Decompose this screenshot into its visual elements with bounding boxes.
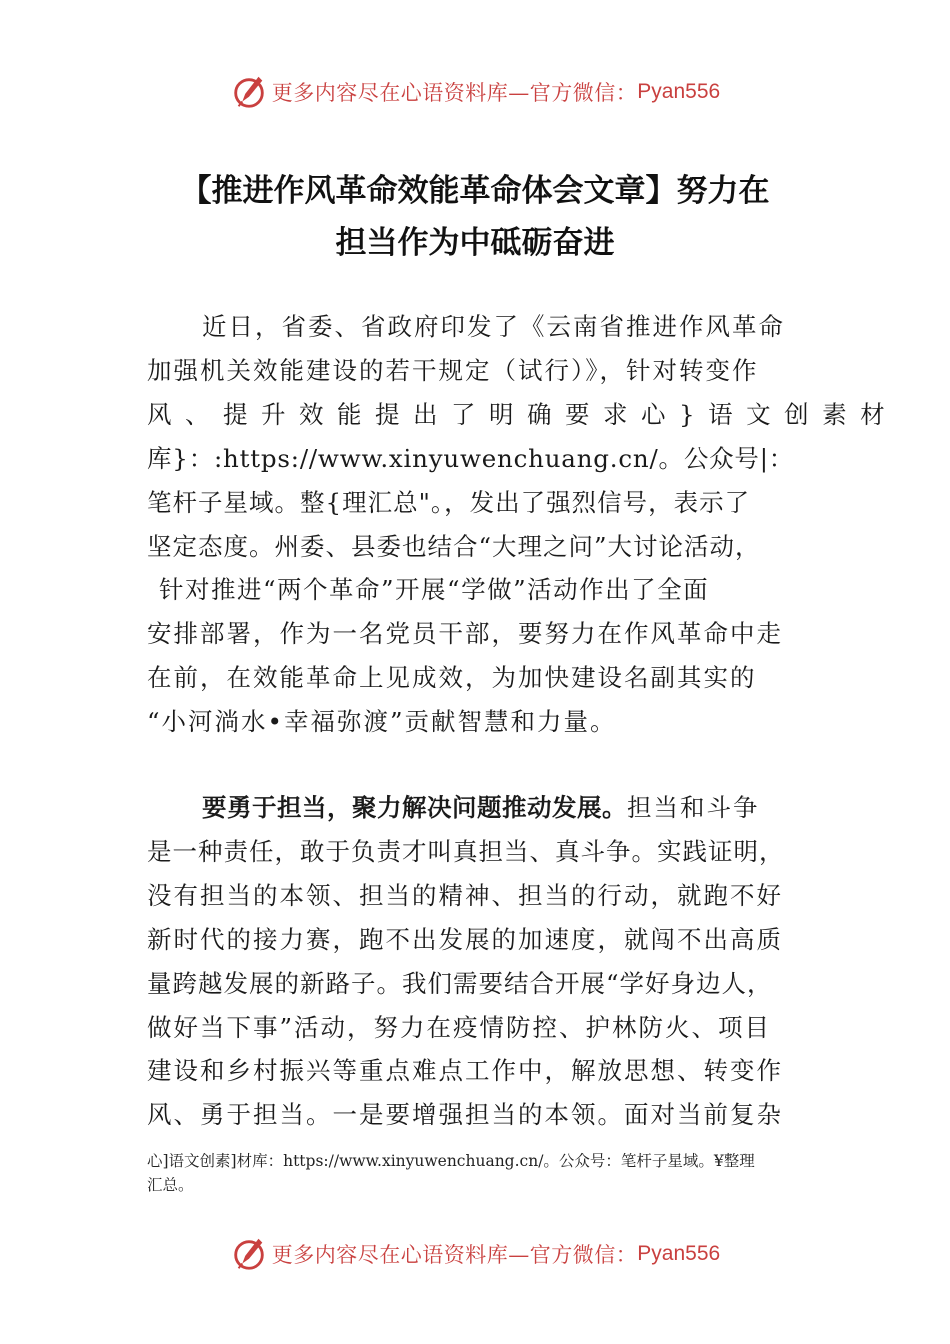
text-line: 量跨越发展的新路子。我们需要结合开展“学好身边人， (147, 968, 773, 998)
paragraph-1 (147, 305, 899, 744)
text-line: 坚定态度。州委、县委也结合“大理之问”大讨论活动， (147, 531, 761, 561)
text-line: 安排部署，作为一名党员干部，要努力在作风革命中走 (147, 619, 783, 649)
text-line: 做好当下事”活动，努力在疫情防控、护林防火、项目 (147, 1012, 772, 1042)
text-line: 针对推进“两个革命”开展“学做”活动作出了全面 (159, 575, 710, 605)
text-line: 新时代的接力赛，跑不出发展的加速度，就闯不出高质 (147, 924, 783, 954)
lead-rest: 担当和斗争 (627, 793, 760, 822)
text-line: 加强机关效能建设的若干规定（试行）》，针对转变作 (147, 355, 759, 385)
header-banner (0, 70, 950, 114)
text-line: 笔杆子星域。整{理汇总"。，发出了强烈信号，表示了 (147, 487, 751, 517)
quill-pen-logo-icon (230, 73, 268, 111)
text-line: 在前，在效能革命上见成效，为加快建设名副其实的 (147, 663, 757, 693)
bold-lead: 要勇于担当，聚力解决问题推动发展。 (202, 793, 627, 822)
page-title (110, 165, 840, 269)
text-line: 是一种责任，敢于负责才叫真担当、真斗争。实践证明， (147, 836, 785, 866)
text-line (147, 786, 807, 830)
footnote-line-2: 汇总。 (147, 1176, 194, 1194)
title-line-1: 【推进作风革命效能革命体会文章】努力在 (180, 173, 770, 209)
quill-pen-logo-icon (230, 1235, 268, 1273)
banner-text: 更多内容尽在心语资料库—官方微信： (271, 1243, 638, 1267)
text-line: 库}：:https://www.xinyuwenchuang.cn/。公众号|： (147, 443, 795, 473)
title-line-2: 担当作为中砥砺奋进 (335, 225, 615, 261)
text-line: 风、勇于担当。一是要增强担当的本领。面对当前复杂 (147, 1100, 783, 1130)
wechat-id: Pyan556 (637, 1242, 721, 1265)
paragraph-2 (147, 786, 807, 1137)
text-line: 近日，省委、省政府印发了《云南省推进作风革命 (202, 312, 785, 341)
text-line: 没有担当的本领、担当的精神、担当的行动，就跑不好 (147, 880, 783, 910)
text-line: 风、提升效能提出了明确要求心}语文创素材 (147, 399, 899, 429)
text-line: 建设和乡村振兴等重点难点工作中，解放思想、转变作 (147, 1056, 783, 1086)
footer-banner (0, 1232, 950, 1276)
footnote (147, 1149, 807, 1197)
footnote-line-1: 心]语文创素]材库：https://www.xinyuwenchuang.cn/。公众号：笔杆子星域。¥整理 (147, 1152, 755, 1170)
banner-text: 更多内容尽在心语资料库—官方微信： (271, 81, 638, 105)
text-line: “小河淌水•幸福弥渡”贡献智慧和力量。 (147, 707, 617, 737)
wechat-id: Pyan556 (637, 80, 721, 103)
